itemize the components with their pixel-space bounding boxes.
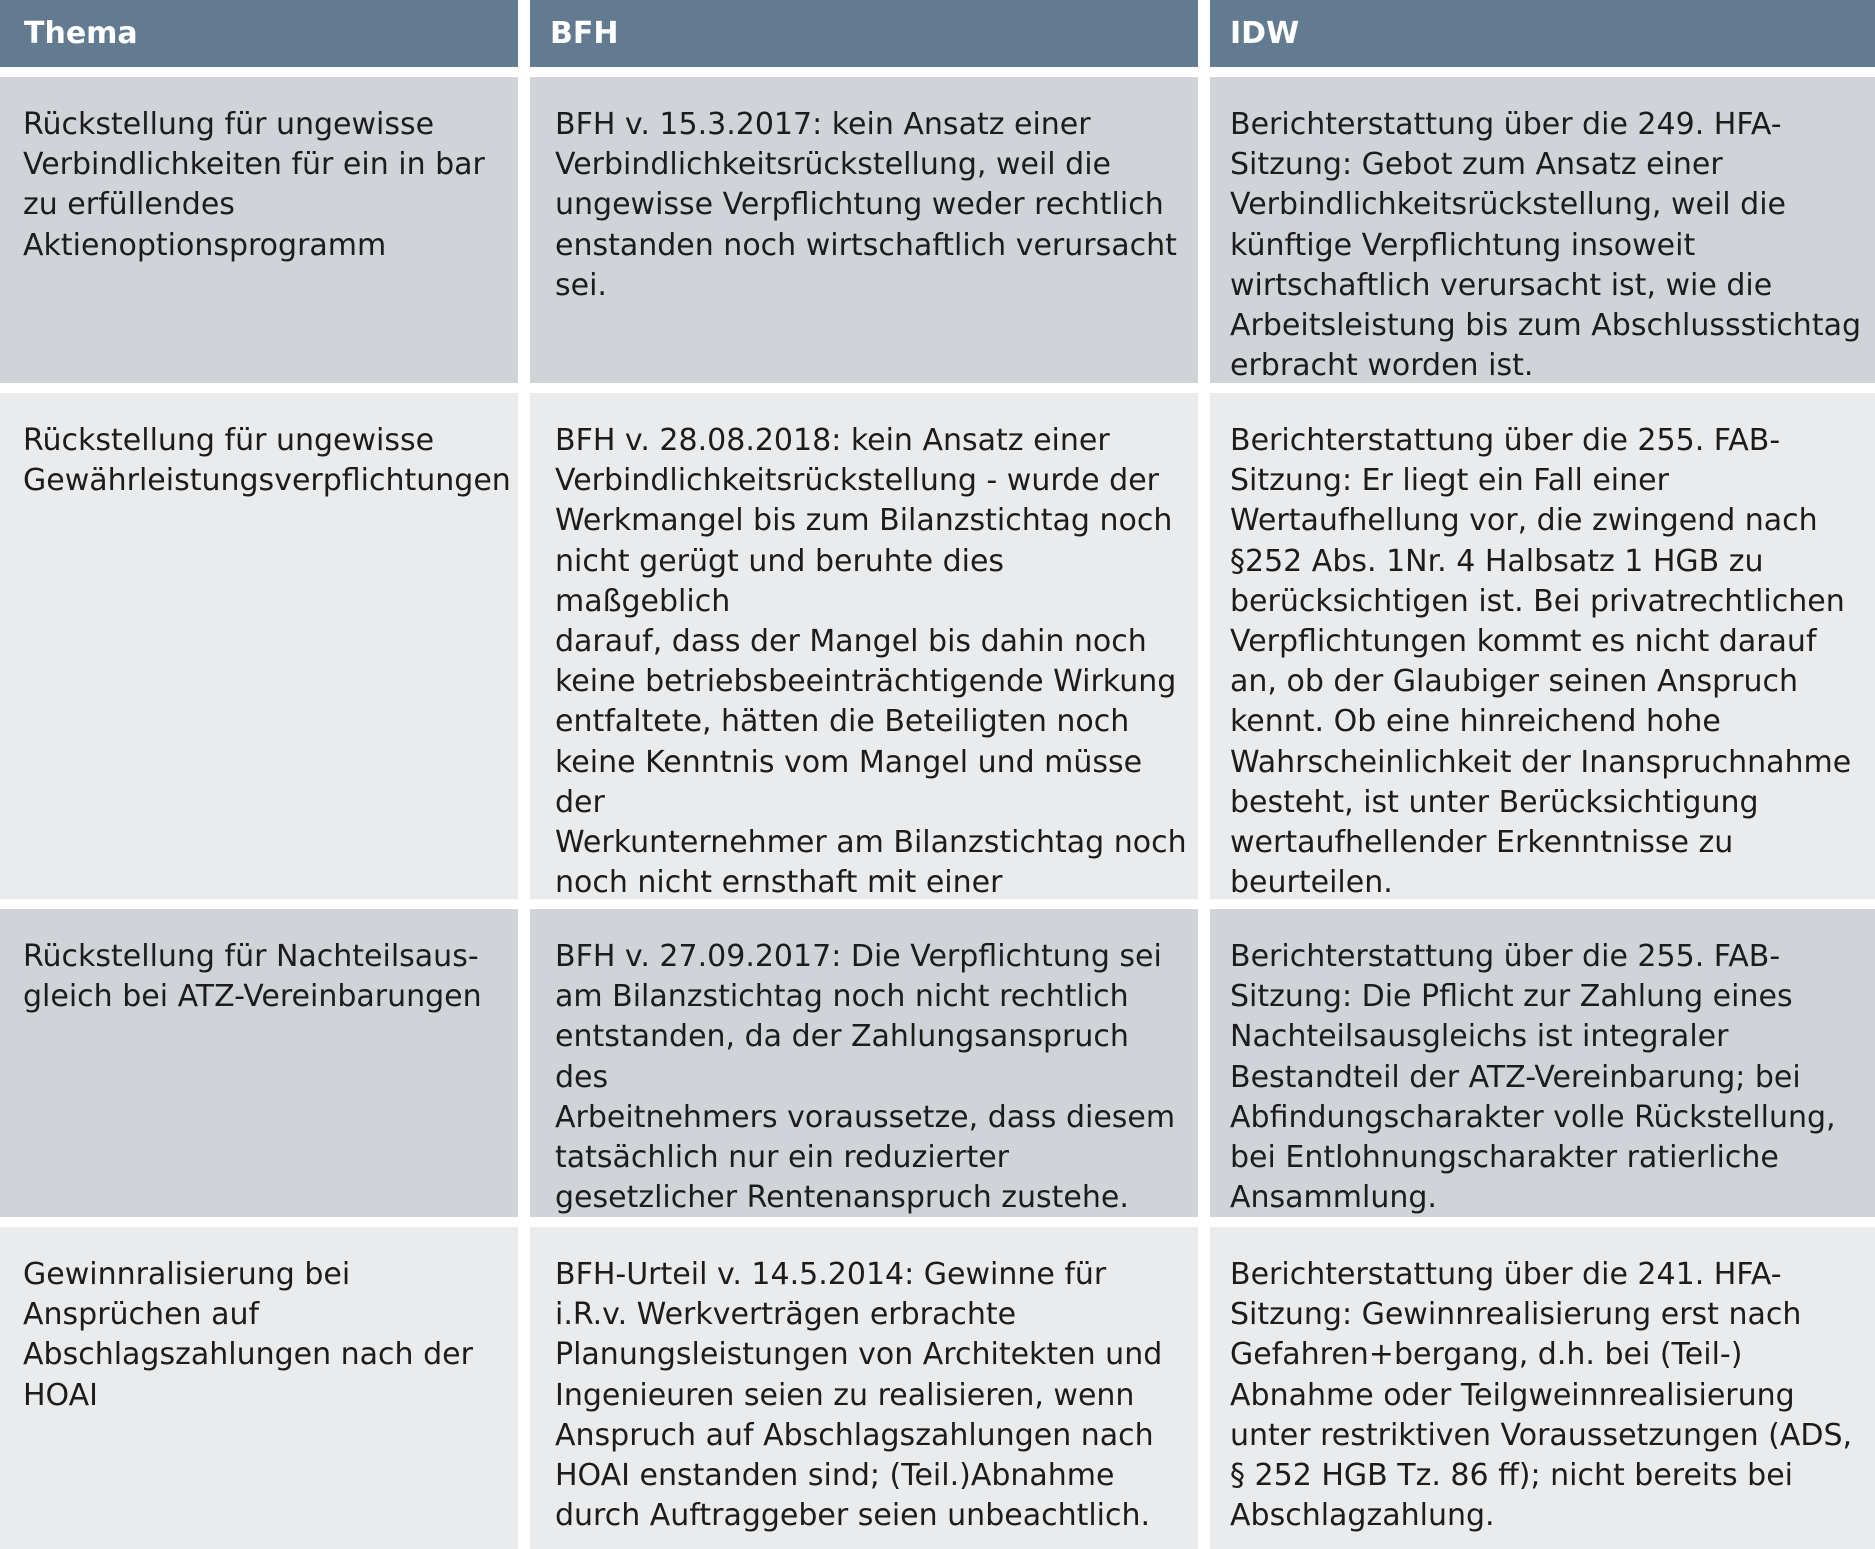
header-bfh: BFH [530, 0, 1198, 67]
row-3-idw: Berichterstattung über die 255. FAB- Sitzung: Die Pflicht zur Zahlung eines Nachteilsausgleichs ist integraler Bestandteil der ATZ-Vereinbarung; bei Abfindungscharakter volle Rückstellung, bei Entlohnungscharakter ratierliche Ansammlung. [1210, 909, 1875, 1217]
row-2-thema: Rückstellung für ungewisse Gewährleistungsverpflichtungen [0, 393, 518, 899]
row-4-bfh: BFH-Urteil v. 14.5.2014: Gewinne für i.R.v. Werkverträgen erbrachte Planungsleistungen von Architekten und Ingenieuren seien zu realisieren, wenn Anspruch auf Abschlagszahlungen nach HOAI enstanden sind; (Teil.)Abnahme durch Auftraggeber seien unbeachtlich. [530, 1227, 1198, 1549]
row-1-idw: Berichterstattung über die 249. HFA- Sitzung: Gebot zum Ansatz einer Verbindlichkeitsrückstellung, weil die künftige Verpflichtung insoweit wirtschaftlich verursacht ist, wie die Arbeitsleistung bis zum Abschlussstichtag erbracht worden ist. [1210, 77, 1875, 383]
row-2-bfh: BFH v. 28.08.2018: kein Ansatz einer Verbindlichkeitsrückstellung - wurde der Werkmangel bis zum Bilanzstichtag noch nicht gerügt und beruhte dies maßgeblich darauf, dass der Mangel bis dahin noch keine betriebsbeeinträchtigende Wirkung entfaltete, hätten die Beteiligten noch keine Kenntnis vom Mangel und müsse der Werkunternehmer am Bilanzstichtag noch noch nicht ernsthaft mit einer [530, 393, 1198, 899]
row-4-idw: Berichterstattung über die 241. HFA- Sitzung: Gewinnrealisierung erst nach Gefahren+bergang, d.h. bei (Teil-) Abnahme oder Teilgweinnrealisierung unter restriktiven Voraussetzungen (ADS, § 252 HGB Tz. 86 ff); nicht bereits bei Abschlagzahlung. [1210, 1227, 1875, 1549]
header-idw: IDW [1210, 0, 1875, 67]
row-2-idw: Berichterstattung über die 255. FAB- Sitzung: Er liegt ein Fall einer Wertaufhellung vor, die zwingend nach §252 Abs. 1Nr. 4 Halbsatz 1 HGB zu berücksichtigen ist. Bei privatrechtlichen Verpflichtungen kommt es nicht darauf an, ob der Glaubiger seinen Anspruch kennt. Ob eine hinreichend hohe Wahrscheinlichkeit der Inanspruchnahme besteht, ist unter Berücksichtigung wertaufhellender Erkenntnisse zu beurteilen. [1210, 393, 1875, 899]
row-3-thema: Rückstellung für Nachteilsaus- gleich bei ATZ-Vereinbarungen [0, 909, 518, 1217]
row-3-bfh: BFH v. 27.09.2017: Die Verpflichtung sei am Bilanzstichtag noch nicht rechtlich entstanden, da der Zahlungsanspruch des Arbeitnehmers voraussetze, dass diesem tatsächlich nur ein reduzierter gesetzlicher Rentenanspruch zustehe. [530, 909, 1198, 1217]
row-1-thema: Rückstellung für ungewisse Verbindlichkeiten für ein in bar zu erfüllendes Aktienoptionsprogramm [0, 77, 518, 383]
row-1-bfh: BFH v. 15.3.2017: kein Ansatz einer Verbindlichkeitsrückstellung, weil die ungewisse Verpflichtung weder rechtlich enstanden noch wirtschaftlich verursacht sei. [530, 77, 1198, 383]
row-4-thema: Gewinnralisierung bei Ansprüchen auf Abschlagszahlungen nach der HOAI [0, 1227, 518, 1549]
header-thema: Thema [0, 0, 518, 67]
